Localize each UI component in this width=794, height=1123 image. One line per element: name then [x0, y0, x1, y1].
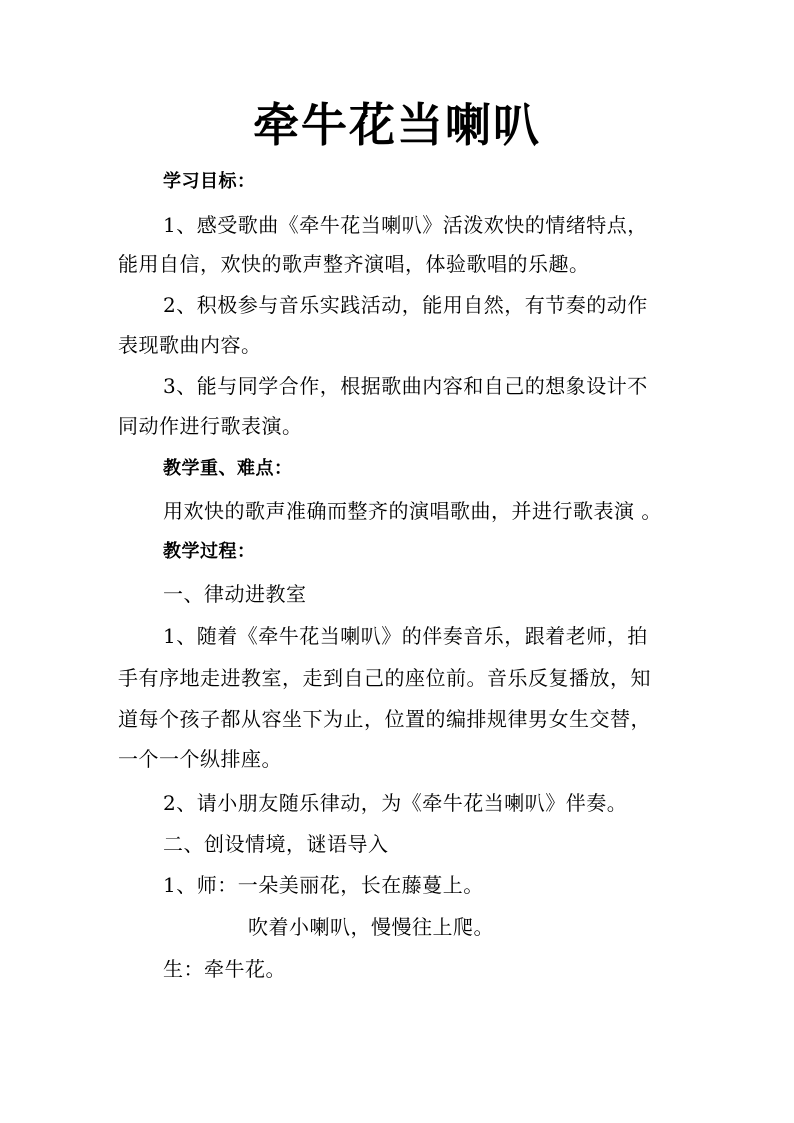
paragraph-line: 能用自信，欢快的歌声整齐演唱，体验歌唱的乐趣。	[118, 252, 590, 276]
paragraph-line: 1、师：一朵美丽花，长在藤蔓上。	[163, 873, 484, 897]
paragraph-line: 吹着小喇叭，慢慢往上爬。	[248, 915, 494, 939]
heading-learning-goals: 学习目标：	[163, 171, 256, 192]
paragraph-line: 同动作进行歌表演。	[118, 414, 303, 438]
section-heading: 二、创设情境，谜语导入	[163, 832, 389, 856]
paragraph-line: 道每个孩子都从容坐下为止，位置的编排规律男女生交替，	[118, 707, 651, 731]
paragraph-line: 2、请小朋友随乐律动，为《牵牛花当喇叭》伴奏。	[163, 791, 628, 815]
heading-teaching-process: 教学过程：	[163, 541, 256, 562]
paragraph-line: 1、随着《牵牛花当喇叭》的伴奏音乐，跟着老师，拍	[163, 624, 648, 648]
paragraph-line: 一个一个纵排座。	[118, 747, 282, 771]
section-heading: 一、律动进教室	[163, 582, 307, 606]
paragraph-line: 手有序地走进教室，走到自己的座位前。音乐反复播放，知	[118, 666, 651, 690]
paragraph-line: 用欢快的歌声准确而整齐的演唱歌曲，并进行歌表演 。	[163, 499, 662, 523]
paragraph-line: 1、感受歌曲《牵牛花当喇叭》活泼欢快的情绪特点，	[163, 213, 648, 237]
heading-key-points: 教学重、难点：	[163, 458, 293, 479]
paragraph-line: 2、积极参与音乐实践活动，能用自然，有节奏的动作	[163, 293, 648, 317]
paragraph-line: 表现歌曲内容。	[118, 333, 262, 357]
paragraph-line: 3、能与同学合作，根据歌曲内容和自己的想象设计不	[163, 374, 648, 398]
paragraph-line: 生：牵牛花。	[163, 957, 286, 981]
document-title: 牵牛花当喇叭	[253, 98, 541, 152]
